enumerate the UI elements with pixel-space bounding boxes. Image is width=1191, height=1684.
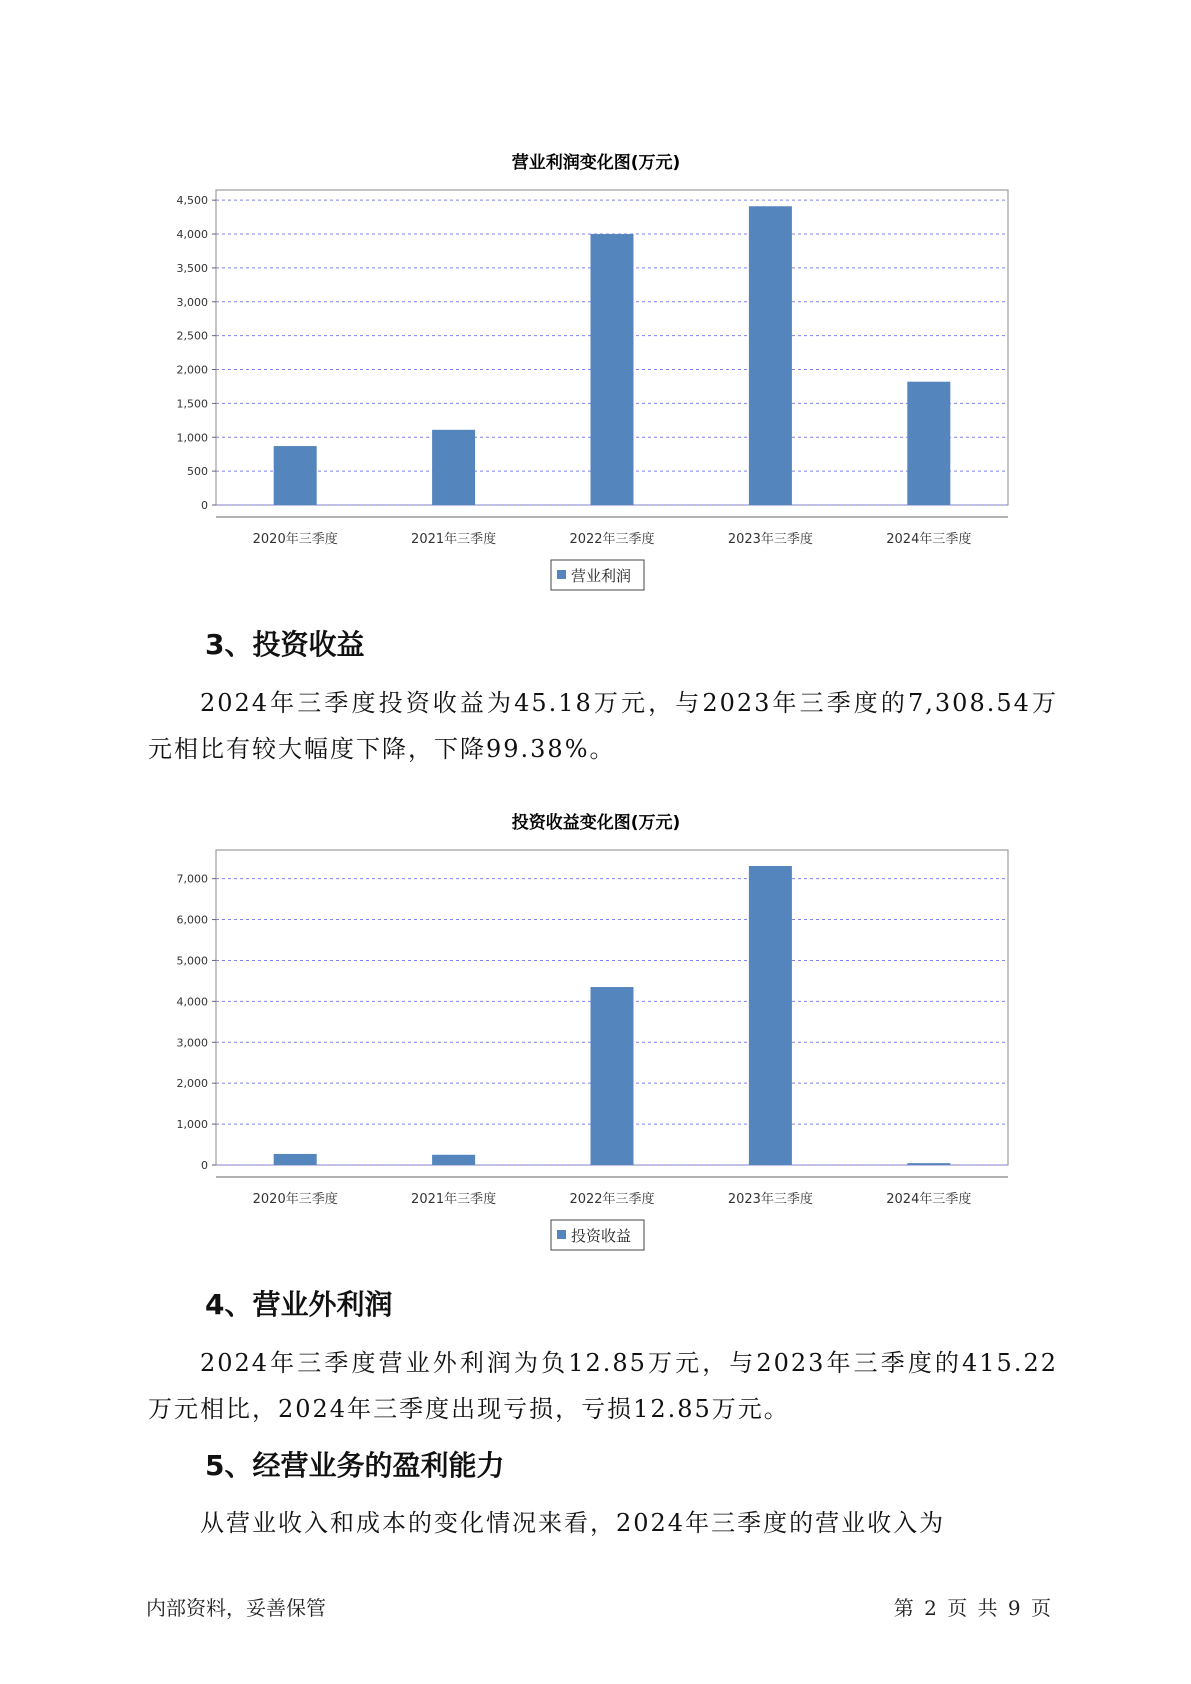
y-tick-label: 3,500: [176, 261, 208, 275]
section-5-heading: 5、经营业务的盈利能力: [205, 1449, 505, 1482]
x-tick-label: 2024年三季度: [886, 1192, 972, 1207]
y-tick-label: 1,500: [176, 397, 208, 411]
y-tick-label: 500: [187, 465, 208, 479]
operating-profit-chart-svg: [0, 135, 1191, 595]
bar: [907, 382, 950, 505]
y-tick-label: 1,000: [176, 431, 208, 445]
legend-label: 投资收益: [571, 1227, 632, 1245]
x-tick-label: 2020年三季度: [252, 1192, 338, 1207]
y-tick-label: 0: [201, 499, 208, 512]
operating-profit-chart: [0, 135, 1191, 595]
bar: [749, 206, 792, 505]
investment-income-chart-svg: [0, 795, 1191, 1255]
bar: [591, 987, 634, 1165]
y-tick-label: 3,000: [176, 295, 208, 309]
section-4-heading: 4、营业外利润: [205, 1288, 393, 1321]
investment-income-chart: [0, 795, 1191, 1255]
section-4-paragraph: 2024年三季度营业外利润为负12.85万元，与2023年三季度的415.22万元相比，2024年三季度出现亏损，亏损12.85万元。: [148, 1349, 1058, 1423]
y-tick-label: 7,000: [176, 872, 208, 886]
y-tick-label: 0: [201, 1159, 208, 1172]
chart-title: 营业利润变化图(万元): [511, 153, 681, 173]
footer-page-number: 第 2 页 共 9 页: [893, 1596, 1051, 1620]
section-3-heading: 3、投资收益: [205, 628, 365, 661]
y-tick-label: 2,500: [176, 329, 208, 343]
bar: [432, 1155, 475, 1165]
x-tick-label: 2022年三季度: [569, 532, 655, 547]
legend-swatch: [557, 570, 566, 579]
y-tick-label: 2,000: [176, 363, 208, 377]
bar: [432, 430, 475, 505]
y-tick-label: 4,000: [176, 995, 208, 1009]
legend-swatch: [557, 1230, 566, 1239]
bar: [749, 866, 792, 1165]
bar: [274, 1154, 317, 1165]
y-tick-label: 4,000: [176, 228, 208, 242]
x-tick-label: 2024年三季度: [886, 532, 972, 547]
x-tick-label: 2023年三季度: [727, 532, 813, 547]
y-tick-label: 3,000: [176, 1036, 208, 1050]
bar: [591, 234, 634, 505]
legend-label: 营业利润: [571, 567, 632, 585]
footer-confidential-note: 内部资料，妥善保管: [146, 1596, 326, 1620]
y-tick-label: 2,000: [176, 1077, 208, 1091]
y-tick-label: 1,000: [176, 1118, 208, 1132]
section-3-paragraph: 2024年三季度投资收益为45.18万元，与2023年三季度的7,308.54万元相比有较大幅度下降，下降99.38%。: [148, 689, 1058, 763]
y-tick-label: 6,000: [176, 913, 208, 927]
x-tick-label: 2022年三季度: [569, 1192, 655, 1207]
y-tick-label: 5,000: [176, 954, 208, 968]
bar: [907, 1163, 950, 1165]
chart-title: 投资收益变化图(万元): [511, 813, 681, 833]
x-tick-label: 2021年三季度: [411, 532, 497, 547]
x-tick-label: 2021年三季度: [411, 1192, 497, 1207]
bar: [274, 446, 317, 505]
section-5-paragraph: 从营业收入和成本的变化情况来看，2024年三季度的营业收入为: [200, 1509, 946, 1537]
x-tick-label: 2020年三季度: [252, 532, 338, 547]
y-tick-label: 4,500: [176, 194, 208, 208]
x-tick-label: 2023年三季度: [727, 1192, 813, 1207]
